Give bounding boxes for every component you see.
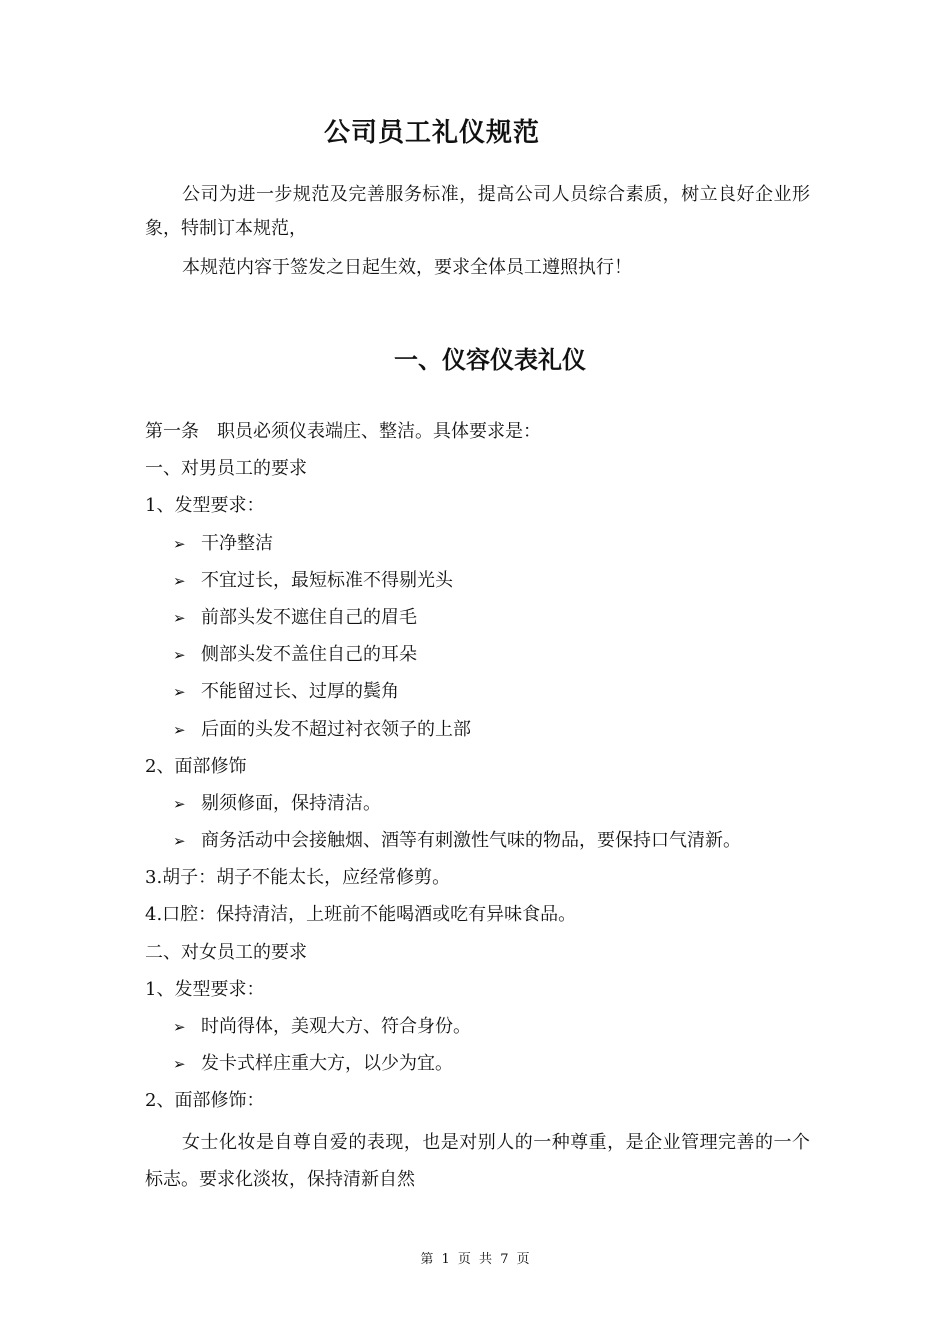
arrow-bullet-icon: ➢ [173,1018,186,1036]
item-heading: 4.口腔：保持清洁，上班前不能喝酒或吃有异味食品。 [145,904,577,926]
subsection-heading: 二、对女员工的要求 [145,941,307,963]
intro [145,178,810,285]
list-item [145,713,810,750]
list-item-text: 干净整洁 [201,532,273,554]
list-item-text: 时尚得体，美观大方、符合身份。 [201,1016,471,1037]
arrow-bullet-icon: ➢ [173,720,186,739]
list-item [145,1010,810,1047]
intro-paragraph: 公司为进一步规范及完善服务标准，提高公司人员综合素质，树立良好企业形象，特制订本规范， [145,184,810,239]
arrow-bullet-icon: ➢ [173,534,186,553]
list-item [145,638,810,675]
list-item-text: 不宜过长，最短标准不得剔光头 [201,569,453,591]
list-item [145,527,810,564]
closing-paragraph: 女士化妆是自尊自爱的表现，也是对别人的一种尊重，是企业管理完善的一个标志。要求化淡妆，保持清新自然 [145,1132,810,1190]
item-heading: 2、面部修饰： [145,1090,265,1112]
list-item-text: 发卡式样庄重大方，以少为宜。 [201,1053,453,1075]
arrow-bullet-icon: ➢ [173,832,186,851]
list-item-text: 侧部头发不盖住自己的耳朵 [201,644,417,666]
item-heading: 1、发型要求： [145,495,265,517]
item-heading: 2、面部修饰 [145,755,247,777]
arrow-bullet-icon: ➢ [173,794,186,813]
list-item-text: 商务活动中会接触烟、酒等有刺激性气味的物品，要保持口气清新。 [201,830,741,852]
item-heading: 3.胡子：胡子不能太长，应经常修剪。 [145,867,451,889]
section-title: 一、仪容仪表礼仪 [394,346,586,374]
item-heading: 1、发型要求： [145,978,265,1000]
page-footer: 第 1 页 共 7 页 [420,1252,530,1267]
list-item [145,1047,810,1084]
list-item [145,564,810,601]
article-heading: 第一条 职员必须仪表端庄、整洁。具体要求是： [145,421,541,442]
arrow-bullet-icon: ➢ [173,683,186,702]
list-item-text: 后面的头发不超过衬衣领子的上部 [201,718,471,740]
list-item-text: 剔须修面，保持清洁。 [201,792,381,814]
subsection-heading: 一、对男员工的要求 [145,458,307,480]
list-item [145,824,810,861]
intro-paragraph: 本规范内容于签发之日起生效，要求全体员工遵照执行！ [182,257,632,278]
document-title: 公司员工礼仪规范 [323,118,540,148]
list-item [145,675,810,712]
rules-list [145,415,810,1122]
list-item [145,787,810,824]
list-item-text: 不能留过长、过厚的鬓角 [201,681,399,703]
arrow-bullet-icon: ➢ [173,1055,186,1074]
list-item [145,601,810,638]
arrow-bullet-icon: ➢ [173,571,186,590]
arrow-bullet-icon: ➢ [173,608,186,627]
arrow-bullet-icon: ➢ [173,646,186,665]
list-item-text: 前部头发不遮住自己的眉毛 [201,606,417,628]
